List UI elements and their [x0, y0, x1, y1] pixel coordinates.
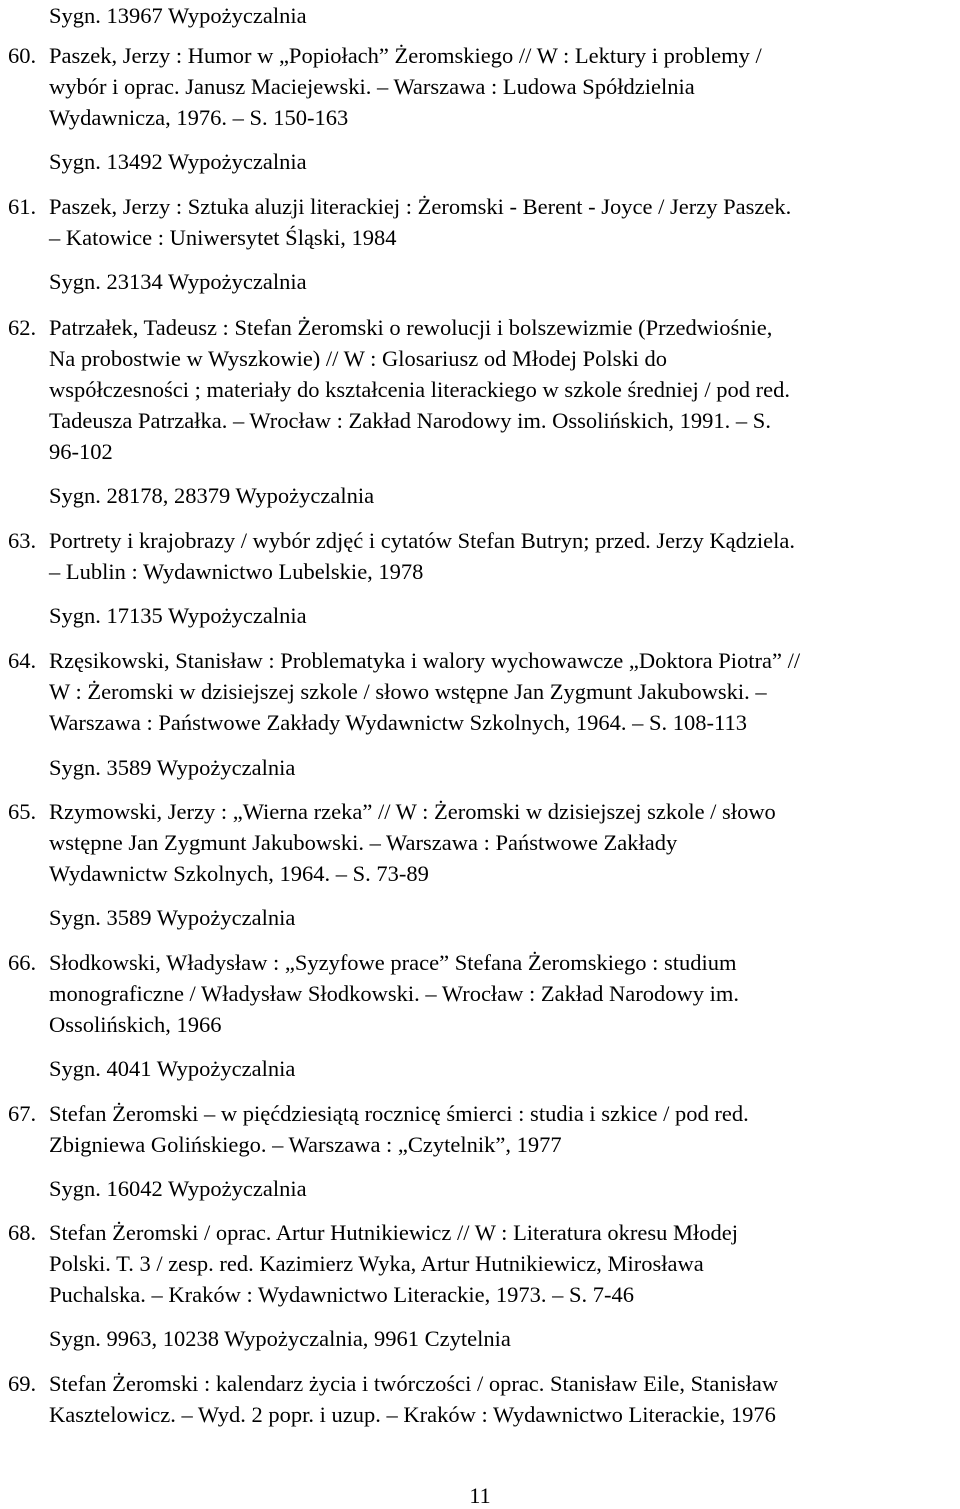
call-number: Sygn. 3589 Wypożyczalnia	[49, 905, 296, 930]
call-number: Sygn. 9963, 10238 Wypożyczalnia, 9961 Czytelnia	[49, 1326, 511, 1351]
entry-text: Kasztelowicz. – Wyd. 2 popr. i uzup. – Kraków : Wydawnictwo Literackie, 1976	[49, 1402, 776, 1427]
entry-text: – Lublin : Wydawnictwo Lubelskie, 1978	[49, 559, 424, 584]
entry-number: 61.	[8, 194, 37, 219]
entry-text: Stefan Żeromski : kalendarz życia i twórczości / oprac. Stanisław Eile, Stanisław	[49, 1371, 779, 1396]
entry-text: 96-102	[49, 439, 113, 464]
entry-text: Słodkowski, Władysław : „Syzyfowe prace” Stefana Żeromskiego : studium	[49, 950, 737, 975]
entry-number: 62.	[8, 315, 37, 340]
entry-text: Patrzałek, Tadeusz : Stefan Żeromski o rewolucji i bolszewizmie (Przedwiośnie,	[49, 315, 773, 340]
entry-text: Puchalska. – Kraków : Wydawnictwo Literackie, 1973. – S. 7-46	[49, 1282, 634, 1307]
call-number: Sygn. 4041 Wypożyczalnia	[49, 1056, 296, 1081]
entry-number: 67.	[8, 1101, 37, 1126]
entry-text: wybór i oprac. Janusz Maciejewski. – Warszawa : Ludowa Spółdzielnia	[49, 74, 695, 99]
call-number: Sygn. 23134 Wypożyczalnia	[49, 269, 307, 294]
entry-number: 63.	[8, 528, 37, 553]
call-number: Sygn. 13492 Wypożyczalnia	[49, 149, 307, 174]
entry-number: 68.	[8, 1220, 37, 1245]
entry-number: 60.	[8, 43, 37, 68]
entry-text: Rzymowski, Jerzy : „Wierna rzeka” // W : Żeromski w dzisiejszej szkole / słowo	[49, 799, 776, 824]
entry-text: Wydawnictw Szkolnych, 1964. – S. 73-89	[49, 861, 429, 886]
entry-text: Tadeusza Patrzałka. – Wrocław : Zakład Narodowy im. Ossolińskich, 1991. – S.	[49, 408, 771, 433]
entry-text: W : Żeromski w dzisiejszej szkole / słowo wstępne Jan Zygmunt Jakubowski. –	[49, 679, 767, 704]
entry-text: Paszek, Jerzy : Sztuka aluzji literackiej : Żeromski - Berent - Joyce / Jerzy Paszek.	[49, 194, 792, 219]
call-number: Sygn. 13967 Wypożyczalnia	[49, 3, 307, 28]
entry-text: Polski. T. 3 / zesp. red. Kazimierz Wyka, Artur Hutnikiewicz, Mirosława	[49, 1251, 704, 1276]
entry-text: Wydawnicza, 1976. – S. 150-163	[49, 105, 349, 130]
call-number: Sygn. 17135 Wypożyczalnia	[49, 603, 307, 628]
entry-text: wstępne Jan Zygmunt Jakubowski. – Warszawa : Państwowe Zakłady	[49, 830, 678, 855]
entry-text: Zbigniewa Golińskiego. – Warszawa : „Czytelnik”, 1977	[49, 1132, 562, 1157]
entry-text: Rzęsikowski, Stanisław : Problematyka i walory wychowawcze „Doktora Piotra” //	[49, 648, 801, 673]
entry-text: – Katowice : Uniwersytet Śląski, 1984	[49, 225, 397, 250]
entry-number: 66.	[8, 950, 37, 975]
call-number: Sygn. 3589 Wypożyczalnia	[49, 755, 296, 780]
entry-text: Warszawa : Państwowe Zakłady Wydawnictw Szkolnych, 1964. – S. 108-113	[49, 710, 747, 735]
entry-text: współczesności ; materiały do kształcenia literackiego w szkole średniej / pod red.	[49, 377, 790, 402]
entry-text: Stefan Żeromski / oprac. Artur Hutnikiewicz // W : Literatura okresu Młodej	[49, 1220, 738, 1245]
call-number: Sygn. 28178, 28379 Wypożyczalnia	[49, 483, 375, 508]
entry-number: 64.	[8, 648, 37, 673]
entry-text: Ossolińskich, 1966	[49, 1012, 222, 1037]
entry-number: 69.	[8, 1371, 37, 1396]
entry-text: Paszek, Jerzy : Humor w „Popiołach” Żeromskiego // W : Lektury i problemy /	[49, 43, 762, 68]
call-number: Sygn. 16042 Wypożyczalnia	[49, 1176, 307, 1201]
entry-text: Na probostwie w Wyszkowie) // W : Glosariusz od Młodej Polski do	[49, 346, 667, 371]
page-number: 11	[469, 1483, 491, 1508]
entry-text: Stefan Żeromski – w pięćdziesiątą rocznicę śmierci : studia i szkice / pod red.	[49, 1101, 749, 1126]
entry-number: 65.	[8, 799, 37, 824]
entry-text: Portrety i krajobrazy / wybór zdjęć i cytatów Stefan Butryn; przed. Jerzy Kądziela.	[49, 528, 795, 553]
entry-text: monograficzne / Władysław Słodkowski. – Wrocław : Zakład Narodowy im.	[49, 981, 739, 1006]
